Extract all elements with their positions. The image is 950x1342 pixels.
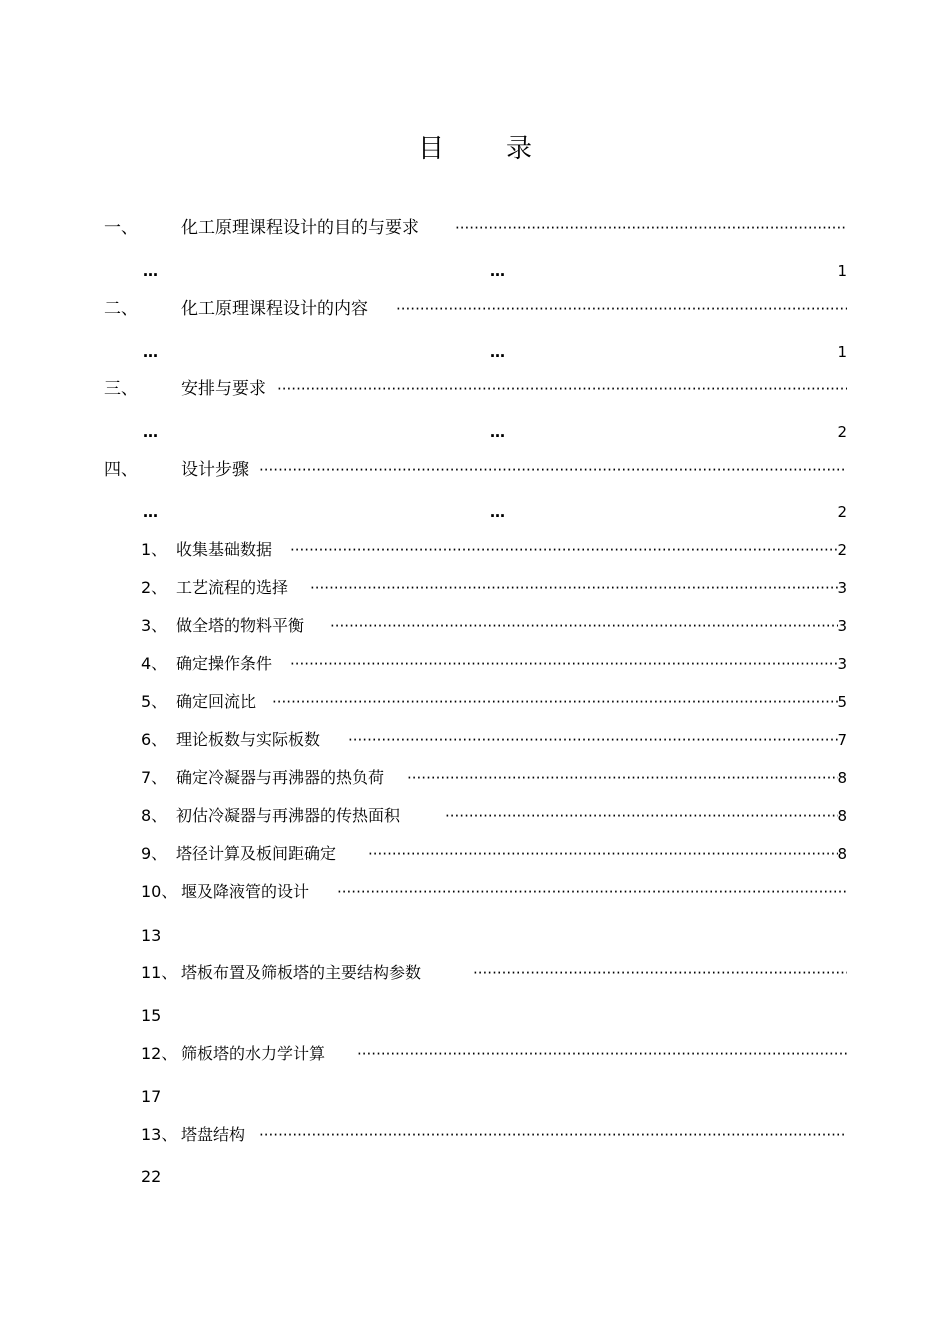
toc-page-number: 13 <box>141 926 162 945</box>
toc-number: 5、 <box>141 692 168 711</box>
toc-text: 塔径计算及板间距确定 <box>176 844 337 863</box>
toc-text: 工艺流程的选择 <box>176 578 289 597</box>
toc-number: 8、 <box>141 806 168 825</box>
toc-continuation: … <box>143 423 158 441</box>
toc-number: 12、 <box>141 1044 178 1063</box>
page-title <box>0 128 950 165</box>
toc-page-number: 2 <box>837 423 847 441</box>
toc-leader <box>310 576 838 600</box>
toc-page-number: 3 <box>837 579 847 597</box>
toc-number: 二、 <box>104 299 138 319</box>
toc-number: 1、 <box>141 540 168 559</box>
toc-page-number: 2 <box>837 541 847 559</box>
toc-text: 确定冷凝器与再沸器的热负荷 <box>176 768 385 787</box>
toc-leader <box>259 1123 847 1147</box>
toc-text: 塔板布置及筛板塔的主要结构参数 <box>181 963 422 982</box>
toc-continuation: … <box>490 423 505 441</box>
toc-continuation: … <box>490 503 505 521</box>
title-char-1: 目 <box>417 134 444 164</box>
toc-text: 筛板塔的水力学计算 <box>181 1044 326 1063</box>
toc-continuation: … <box>143 262 158 280</box>
toc-leader <box>407 766 838 790</box>
toc-page-number: 22 <box>141 1167 162 1186</box>
toc-number: 三、 <box>104 379 138 399</box>
toc-leader <box>330 614 838 638</box>
toc-text: 做全塔的物料平衡 <box>176 616 305 635</box>
toc-text: 初估冷凝器与再沸器的传热面积 <box>176 806 401 825</box>
toc-continuation: … <box>143 503 158 521</box>
toc-page-number: 1 <box>837 262 847 280</box>
toc-number: 10、 <box>141 882 178 901</box>
toc-page-number: 1 <box>837 343 847 361</box>
toc-page-number: 3 <box>837 617 847 635</box>
toc-page-number: 8 <box>837 807 847 825</box>
title-char-2: 录 <box>506 134 533 164</box>
toc-leader <box>357 1042 847 1066</box>
toc-text: 安排与要求 <box>181 379 266 399</box>
toc-text: 堰及降液管的设计 <box>181 882 310 901</box>
toc-leader <box>290 538 838 562</box>
toc-page-number: 3 <box>837 655 847 673</box>
toc-leader <box>337 880 847 904</box>
toc-text: 化工原理课程设计的内容 <box>181 299 368 319</box>
toc-text: 设计步骤 <box>181 460 249 480</box>
toc-page-number: 8 <box>837 845 847 863</box>
toc-text: 塔盘结构 <box>181 1125 246 1144</box>
toc-page-number: 5 <box>837 693 847 711</box>
toc-number: 7、 <box>141 768 168 787</box>
toc-continuation: … <box>490 343 505 361</box>
toc-text: 确定回流比 <box>176 692 257 711</box>
toc-leader <box>348 728 838 752</box>
toc-page-number: 8 <box>837 769 847 787</box>
toc-number: 一、 <box>104 218 138 238</box>
toc-number: 13、 <box>141 1125 178 1144</box>
toc-leader <box>272 690 838 714</box>
toc-leader <box>259 458 847 482</box>
toc-number: 四、 <box>104 460 138 480</box>
toc-continuation: … <box>143 343 158 361</box>
toc-page-number: 17 <box>141 1087 162 1106</box>
toc-leader <box>473 961 847 985</box>
toc-continuation: … <box>490 262 505 280</box>
toc-number: 3、 <box>141 616 168 635</box>
toc-page-number: 7 <box>837 731 847 749</box>
toc-page-number: 15 <box>141 1006 162 1025</box>
toc-leader <box>368 842 838 866</box>
toc-leader <box>445 804 838 828</box>
toc-leader <box>277 377 847 401</box>
toc-number: 2、 <box>141 578 168 597</box>
toc-text: 理论板数与实际板数 <box>176 730 321 749</box>
toc-text: 化工原理课程设计的目的与要求 <box>181 218 419 238</box>
toc-text: 收集基础数据 <box>176 540 273 559</box>
toc-number: 4、 <box>141 654 168 673</box>
toc-leader <box>290 652 838 676</box>
toc-text: 确定操作条件 <box>176 654 273 673</box>
toc-number: 6、 <box>141 730 168 749</box>
toc-leader <box>455 216 847 240</box>
toc-number: 9、 <box>141 844 168 863</box>
toc-page-number: 2 <box>837 503 847 521</box>
toc-number: 11、 <box>141 963 178 982</box>
toc-leader <box>396 297 847 321</box>
